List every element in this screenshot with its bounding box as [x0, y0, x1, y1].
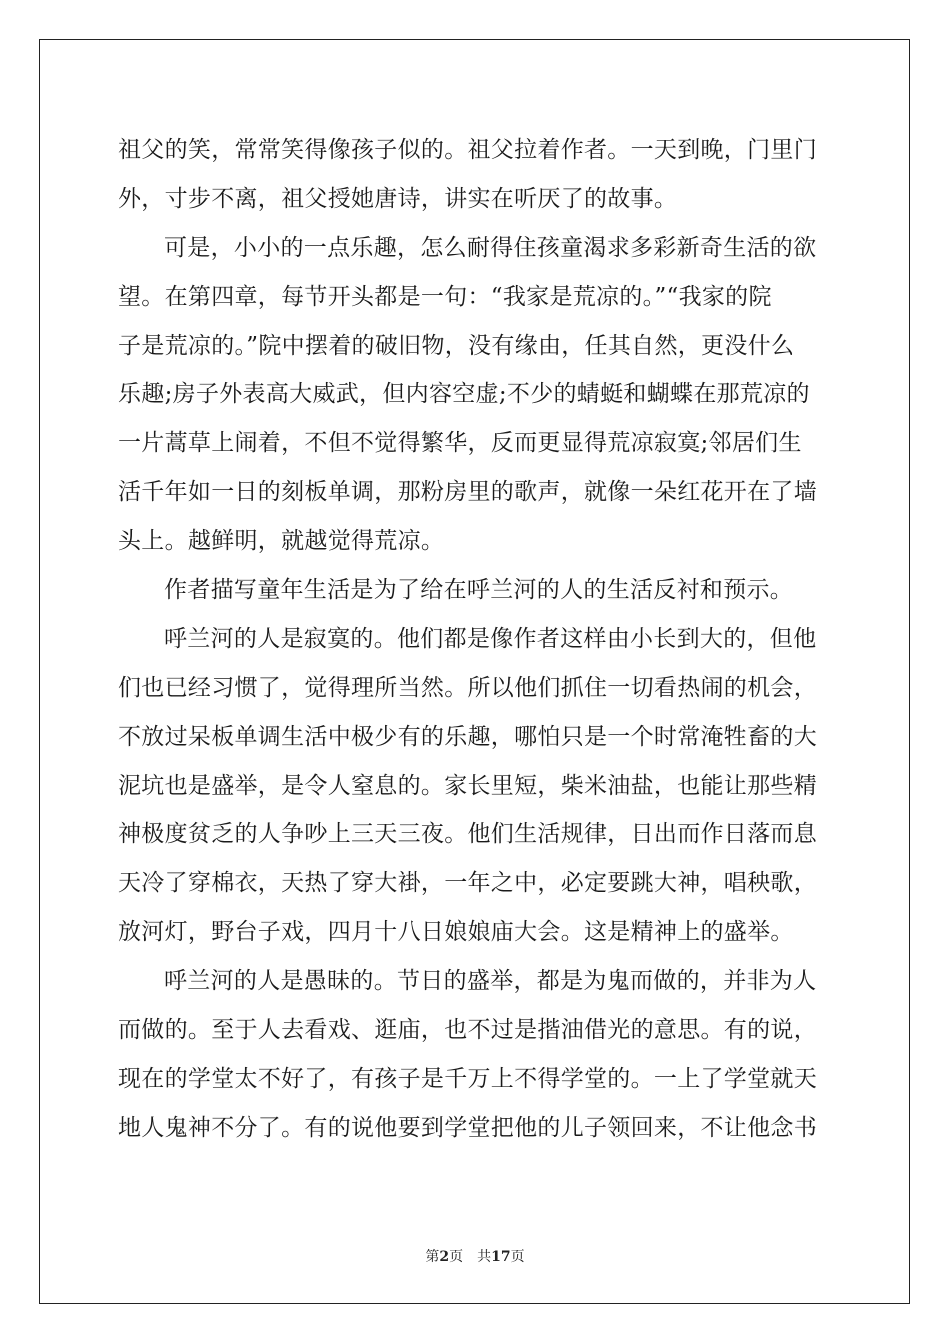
page-prefix: 第: [425, 1249, 440, 1265]
page-number: 2: [439, 1249, 450, 1265]
text-line: 望。在第四章，每节开头都是一句：“我家是荒凉的。”“我家的院: [118, 283, 772, 310]
text-line: 子是荒凉的。”院中摆着的破旧物，没有缘由，任其自然，更没什么: [118, 332, 795, 359]
text-line: 呼兰河的人是寂寞的。他们都是像作者这样由小长到大的，但他: [164, 625, 817, 652]
total-pages-number: 17: [491, 1249, 511, 1265]
text-line: 外，寸步不离，祖父授她唐诗，讲实在听厌了的故事。: [118, 185, 678, 212]
text-line: 们也已经习惯了，觉得理所当然。所以他们抓住一切看热闹的机会，: [118, 674, 817, 701]
text-line: 祖父的笑，常常笑得像孩子似的。祖父拉着作者。一天到晚，门里门: [118, 137, 817, 163]
text-line: 地人鬼神不分了。有的说他要到学堂把他的儿子领回来，不让他念书: [118, 1114, 817, 1141]
total-prefix: 共: [477, 1249, 492, 1265]
text-line: 现在的学堂太不好了，有孩子是千万上不得学堂的。一上了学堂就天: [118, 1065, 817, 1092]
page-footer: [0, 1246, 950, 1266]
text-line: 神极度贫乏的人争吵上三天三夜。他们生活规律，日出而作日落而息: [118, 821, 817, 848]
total-suffix: 页: [510, 1249, 525, 1265]
page-suffix: 页: [449, 1249, 464, 1265]
text-line: 而做的。至于人去看戏、逛庙，也不过是揩油借光的意思。有的说，: [118, 1017, 817, 1044]
text-line: 一片蒿草上闹着，不但不觉得繁华，反而更显得荒凉寂寞;邻居们生: [118, 430, 802, 457]
text-line: 放河灯，野台子戏，四月十八日娘娘庙大会。这是精神上的盛举。: [118, 919, 794, 946]
page-indicator: [425, 1246, 463, 1266]
text-line: 活千年如一日的刻板单调，那粉房里的歌声，就像一朵红花开在了墙: [118, 479, 817, 506]
text-line: 可是，小小的一点乐趣，怎么耐得住孩童渴求多彩新奇生活的欲: [164, 234, 817, 261]
text-line: 头上。越鲜明，就越觉得荒凉。: [118, 528, 445, 555]
total-pages-indicator: [477, 1246, 524, 1266]
text-line: 乐趣;房子外表高大威武，但内容空虚;不少的蜻蜓和蝴蝶在那荒凉的: [118, 381, 810, 408]
text-line: 不放过呆板单调生活中极少有的乐趣，哪怕只是一个时常淹牲畜的大: [118, 723, 817, 750]
text-line: 作者描写童年生活是为了给在呼兰河的人的生活反衬和预示。: [164, 577, 794, 604]
text-line: 泥坑也是盛举，是令人窒息的。家长里短，柴米油盐，也能让那些精: [118, 772, 817, 799]
document-body: [118, 126, 838, 1153]
text-line: 天冷了穿棉衣，天热了穿大褂，一年之中，必定要跳大神，唱秧歌，: [118, 870, 817, 897]
text-line: 呼兰河的人是愚昧的。节日的盛举，都是为鬼而做的，并非为人: [164, 968, 817, 995]
